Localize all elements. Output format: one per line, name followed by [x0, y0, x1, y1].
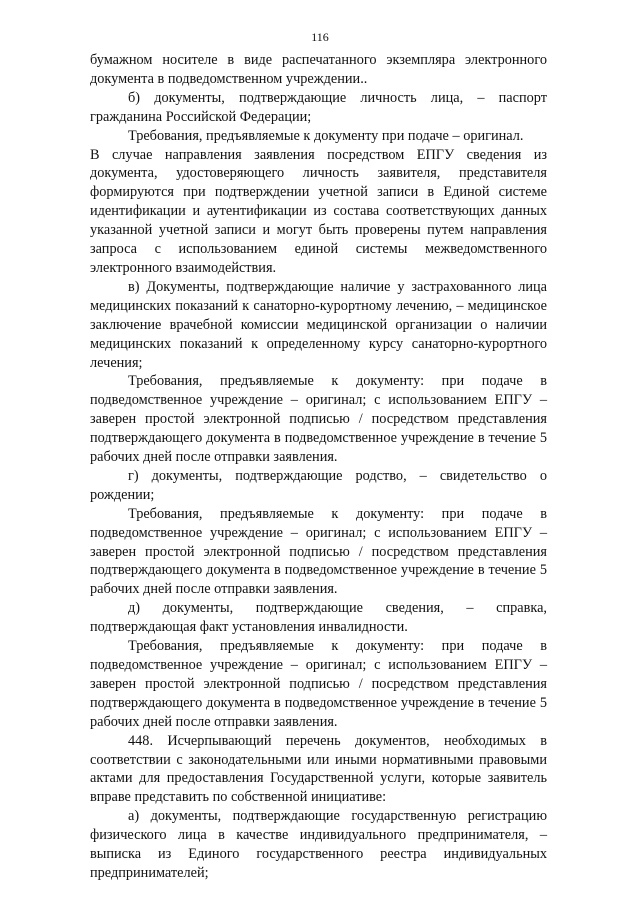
- paragraph: б) документы, подтверждающие личность лица, – паспорт гражданина Российской Федерации;: [90, 89, 547, 125]
- paragraph: а) документы, подтверждающие государственную регистрацию физического лица в качестве индивидуального предпринимателя, – выписка из Единого государственного реестра индивидуальных предпринимателей;: [90, 808, 547, 881]
- page-number: 116: [311, 30, 329, 44]
- paragraph: 448. Исчерпывающий перечень документов, необходимых в соответствии с законодательными или иными нормативными правовыми актами для предоставления Государственной услуги, которые заявитель вправе представить по собственной инициативе:: [90, 732, 547, 806]
- document-body: [90, 51, 547, 883]
- paragraph: Требования, предъявляемые к документу при подаче – оригинал.: [128, 127, 524, 144]
- paragraph: В случае направления заявления посредством ЕПГУ сведения из документа, удостоверяющего личность заявителя, представителя формируются при подтверждении учетной записи в Единой системе идентификации и аутентификации из состава соответствующих данных указанной учетной записи и могут быть проверены путем направления запроса с использованием единой системы межведомственного электронного взаимодействия.: [90, 146, 547, 276]
- paragraph: д) документы, подтверждающие сведения, – справка, подтверждающая факт установления инвалидности.: [90, 600, 547, 636]
- paragraph: в) Документы, подтверждающие наличие у застрахованного лица медицинских показаний к санаторно-курортному лечению, – медицинское заключение врачебной комиссии медицинской организации о наличии медицинских показаний к определенному курсу санаторно-курортного лечения;: [90, 278, 547, 371]
- paragraph: Требования, предъявляемые к документу: при подаче в подведомственное учреждение – оригинал; с использованием ЕПГУ – заверен простой электронной подписью / посредством представления подтверждающего документа в подведомственное учреждение в течение 5 рабочих дней после отправки заявления.: [90, 638, 547, 730]
- paragraph: бумажном носителе в виде распечатанного экземпляра электронного документа в подведомственном учреждении..: [90, 52, 547, 87]
- paragraph: Требования, предъявляемые к документу: при подаче в подведомственное учреждение – оригинал; с использованием ЕПГУ – заверен простой электронной подписью / посредством представления подтверждающего документа в подведомственное учреждение в течение 5 рабочих дней после отправки заявления.: [90, 373, 547, 466]
- paragraph: г) документы, подтверждающие родство, – свидетельство о рождении;: [90, 467, 547, 503]
- paragraph: Требования, предъявляемые к документу: при подаче в подведомственное учреждение – оригинал; с использованием ЕПГУ – заверен простой электронной подписью / посредством представления подтверждающего документа в подведомственное учреждение в течение 5 рабочих дней после отправки заявления.: [90, 505, 547, 598]
